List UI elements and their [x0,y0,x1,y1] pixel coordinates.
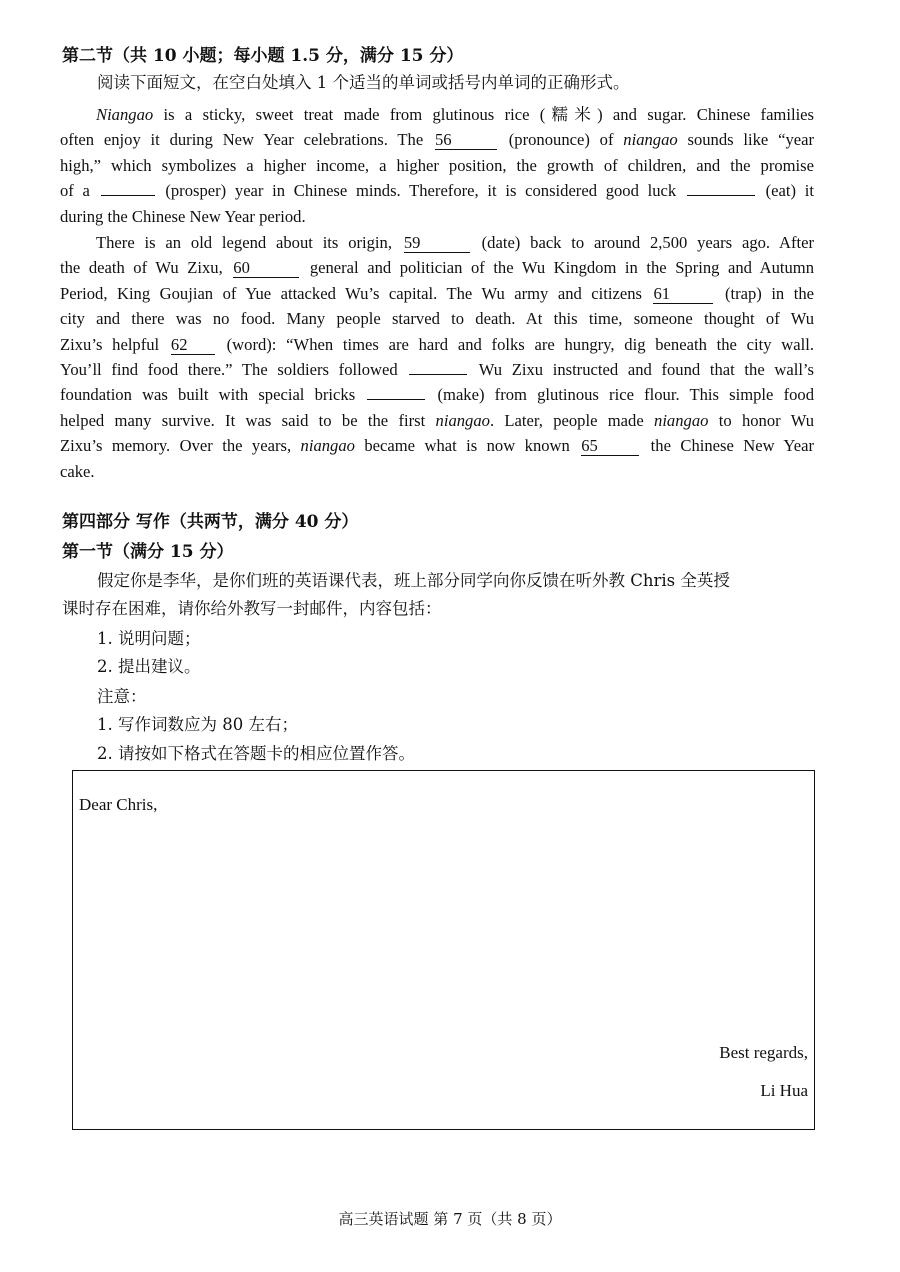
blank-59[interactable]: 59 [404,233,470,253]
letter-signature: Li Hua [760,1081,808,1100]
blank-56[interactable]: 56 [435,130,497,150]
letter-closing: Best regards, [719,1043,808,1062]
passage-line: foundation was built with special bricks (make) from glutinous rice flour. This simple food [60,385,814,405]
instruction-text: 阅读下面短文，在空白处填入 1 个适当的单词或括号内单词的正确形式。 [97,73,630,92]
note-item-1: 1. 写作词数应为 80 左右； [97,715,298,734]
blank-57[interactable] [101,195,155,196]
passage-line: of a (prosper) year in Chinese minds. Therefore, it is considered good luck (eat) it [60,181,814,201]
passage-line: often enjoy it during New Year celebrations. The 56 (pronounce) of niangao sounds like “year [60,130,814,150]
passage-line: high,” which symbolizes a higher income, a higher position, the growth of children, and the promise [60,155,814,175]
writing-part-heading: 第四部分 写作（共两节，满分 40 分） [62,512,359,532]
blank-64[interactable] [367,399,425,400]
writing-section-heading: 第一节（满分 15 分） [62,542,234,562]
passage-line: Zixu’s helpful 62 (word): “When times are hard and folks are hungry, dig beneath the city wall. [60,334,814,354]
passage-line: You’ll find food there.” The soldiers followed Wu Zixu instructed and found that the wall’s [60,360,814,380]
blank-63[interactable] [409,374,467,375]
writing-item-2: 2. 提出建议。 [97,657,201,676]
note-item-2: 2. 请按如下格式在答题卡的相应位置作答。 [97,744,415,763]
passage-paragraph-1 [60,102,814,229]
answer-box[interactable] [72,770,815,1130]
writing-prompt-line-1: 假定你是李华，是你们班的英语课代表，班上部分同学向你反馈在听外教 Chris 全英授 [97,571,730,590]
section-heading: 第二节（共 10 小题；每小题 1.5 分，满分 15 分） [62,46,464,66]
passage-paragraph-2 [60,230,814,484]
passage-line: city and there was no food. Many people starved to death. At this time, someone thought of Wu [60,309,814,329]
blank-58[interactable] [687,195,755,196]
passage-line: Period, King Goujian of Yue attacked Wu’s capital. The Wu army and citizens 61 (trap) in the [60,283,814,303]
writing-item-1: 1. 说明问题； [97,629,201,648]
passage-line: Zixu’s memory. Over the years, niangao became what is now known 65 the Chinese New Year [60,436,814,456]
passage-line: during the Chinese New Year period. [60,206,306,226]
blank-65[interactable]: 65 [581,436,639,456]
passage-line: Niangao is a sticky, sweet treat made from glutinous rice (糯米) and sugar. Chinese families [96,105,814,124]
page-footer: 高三英语试题 第 7 页（共 8 页） [338,1210,562,1228]
blank-61[interactable]: 61 [653,284,713,304]
blank-60[interactable]: 60 [233,258,299,278]
passage-line: There is an old legend about its origin, 59 (date) back to around 2,500 years ago. After [96,233,814,252]
letter-salutation: Dear Chris, [79,795,158,814]
writing-prompt-line-2: 课时存在困难，请你给外教写一封邮件，内容包括： [62,599,442,618]
passage-line: cake. [60,461,95,481]
passage-line: the death of Wu Zixu, 60 general and politician of the Wu Kingdom in the Spring and Autumn [60,258,814,278]
note-label: 注意： [97,687,147,706]
blank-62[interactable]: 62 [171,335,215,355]
passage-line: helped many survive. It was said to be the first niangao. Later, people made niangao to honor Wu [60,410,814,430]
